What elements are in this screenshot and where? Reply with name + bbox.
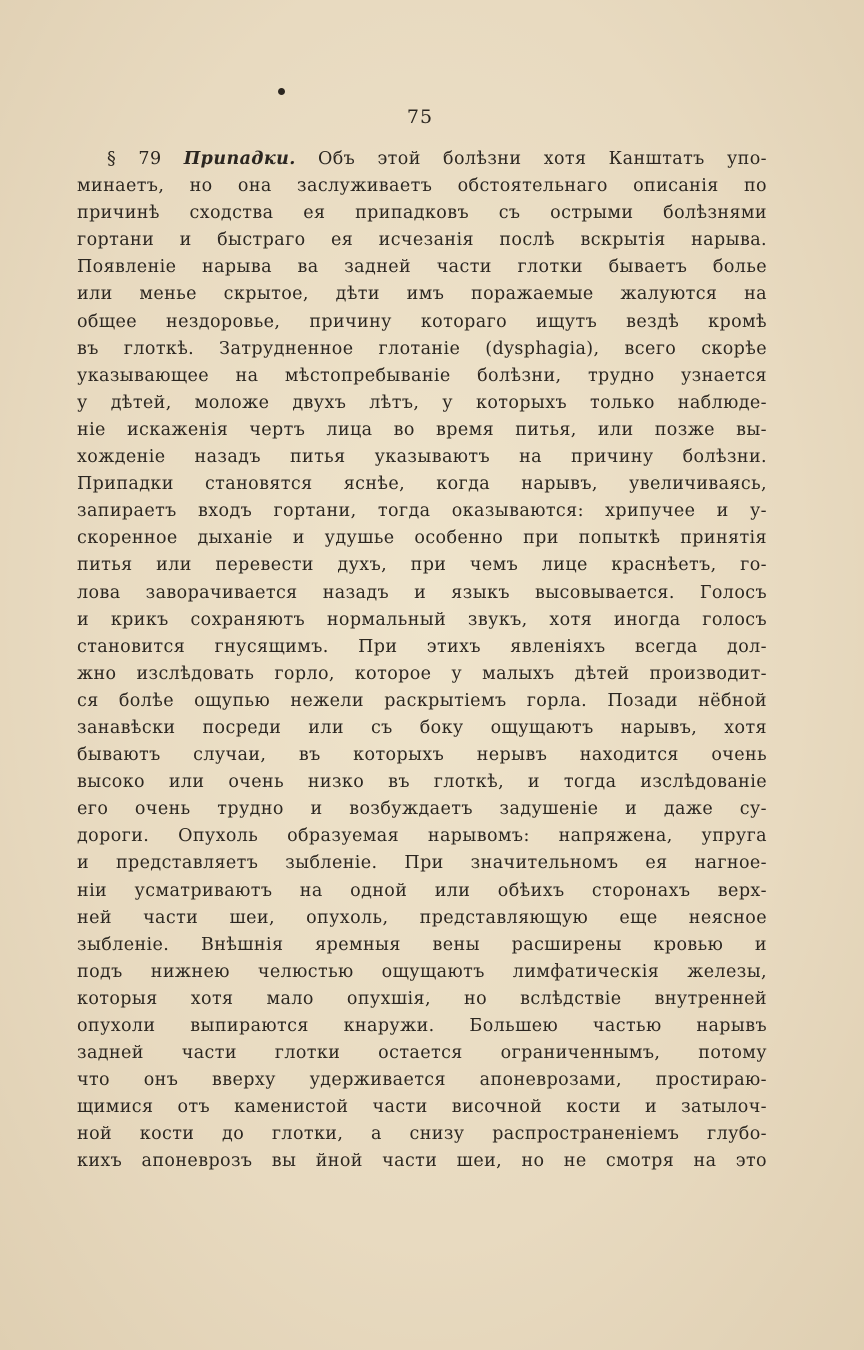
text-line: занавѣски посреди или съ боку ощущаютъ нарывъ, хотя [77,717,767,738]
section-number: § 79 [107,149,162,169]
text-line: скоренное дыханіе и удушье особенно при попыткѣ принятія [77,528,767,549]
page-number: 75 [406,106,434,128]
text-line: дороги. Опухоль образуемая нарывомъ: напряжена, упруга [77,826,767,847]
text-line [77,146,767,173]
text-line: и крикъ сохраняютъ нормальный звукъ, хотя иногда голосъ [77,609,767,630]
text-line: минаетъ, но она заслуживаетъ обстоятельнаго описанія по [77,176,767,197]
text-line: лова заворачивается назадъ и языкъ высовывается. Голосъ [77,582,767,603]
text-line: ніе искаженія чертъ лица во время питья, или позже вы- [77,419,767,440]
body-text [77,146,767,1176]
text-line: или менье скрытое, дѣти имъ поражаемые жалуются на [77,284,767,305]
ink-dot [278,88,285,95]
text-line: его очень трудно и возбуждаетъ задушеніе и даже су- [77,799,767,820]
text-line: кихъ апоневрозъ вы йной части шеи, но не смотря на это [77,1151,767,1172]
text-line: Появленіе нарыва ва задней части глотки бываетъ болье [77,257,767,278]
text-line: становится гнусящимъ. При этихъ явленіяхъ всегда дол- [77,636,767,657]
text-line: въ глоткѣ. Затрудненное глотаніе (dysphagia), всего скорѣе [77,338,767,359]
text-line: хожденіе назадъ питья указываютъ на причину болѣзни. [77,447,767,468]
text-line: ней части шеи, опухоль, представляющую еще неясное [77,907,767,928]
text-line: указывающее на мѣстопребываніе болѣзни, трудно узнается [77,365,767,386]
text-line: общее нездоровье, причину котораго ищутъ вездѣ кромѣ [77,311,767,332]
text-line: задней части глотки остается ограниченнымъ, потому [77,1043,767,1064]
text-line: которыя хотя мало опухшія, но вслѣдствіе внутренней [77,988,767,1009]
text-line: опухоли выпираются кнаружи. Большею частью нарывъ [77,1016,767,1036]
text-line-rest: Объ этой болѣзни хотя Канштатъ упо- [318,149,767,169]
text-line: высоко или очень низко въ глоткѣ, и тогда изслѣдованіе [77,772,767,793]
text-line: ной кости до глотки, а снизу распространеніемъ глубо- [77,1124,767,1145]
text-line: зыбленіе. Внѣшнія яремныя вены расширены кровью и [77,934,767,955]
text-line: бываютъ случаи, въ которыхъ нерывъ находится очень [77,745,767,766]
text-line: у дѣтей, моложе двухъ лѣтъ, у которыхъ только наблюде- [77,392,767,413]
text-line: гортани и быстраго ея исчезанія послѣ вскрытія нарыва. [77,230,767,251]
text-line: подъ нижнею челюстью ощущаютъ лимфатическія железы, [77,961,767,982]
text-line: ся болѣе ощупью нежели раскрытіемъ горла. Позади нёбной [77,690,767,711]
text-line: питья или перевести духъ, при чемъ лице краснѣетъ, го- [77,555,767,576]
text-line: ніи усматриваютъ на одной или обѣихъ сторонахъ верх- [77,880,767,901]
text-line: жно изслѣдовать горло, которое у малыхъ дѣтей производит- [77,663,767,684]
text-line: и представляетъ зыбленіе. При значительномъ ея нагное- [77,853,767,874]
text-line: причинѣ сходства ея припадковъ съ острыми болѣзнями [77,203,767,224]
text-line: запираетъ входъ гортани, тогда оказываются: хрипучее и у- [77,501,767,522]
text-line: щимися отъ каменистой части височной кости и затылоч- [77,1097,767,1118]
text-line: что онъ вверху удерживается апоневрозами, простираю- [77,1070,767,1091]
section-heading: Припадки. [183,149,296,169]
text-line: Припадки становятся яснѣе, когда нарывъ, увеличиваясь, [77,474,767,495]
